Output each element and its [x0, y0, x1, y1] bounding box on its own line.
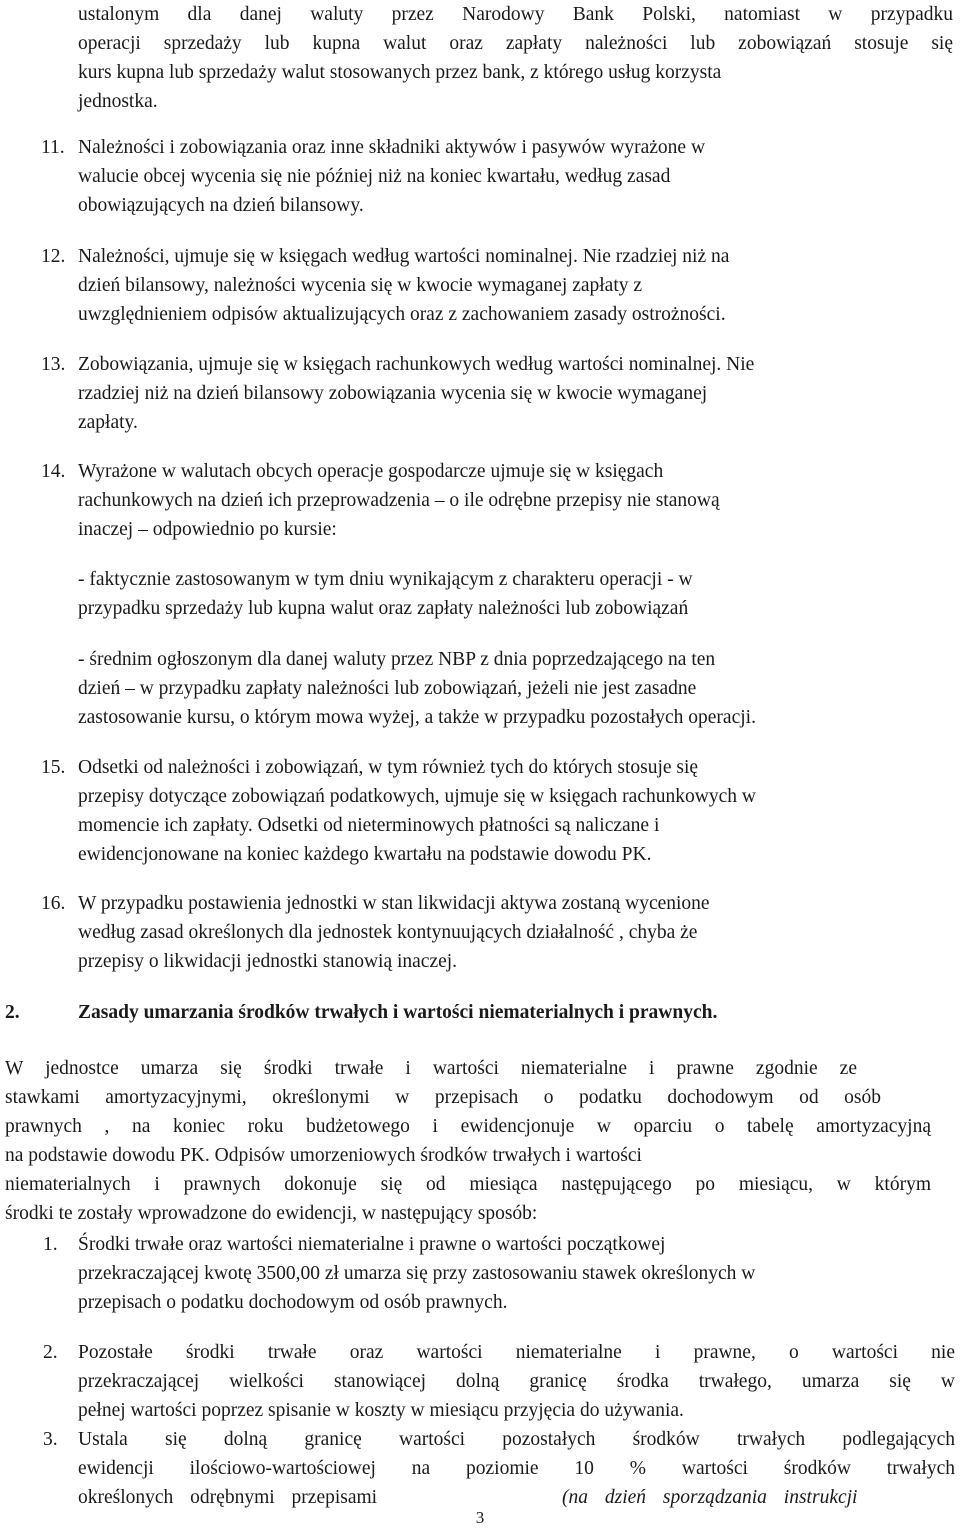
list-item-14	[0, 457, 960, 544]
list-item-16	[0, 889, 960, 976]
list-item-11	[0, 133, 960, 220]
text-line: zapłaty.	[78, 412, 138, 433]
depreciation-paragraph	[0, 1054, 960, 1228]
item-number: 16.	[41, 893, 66, 914]
text-line: momencie ich zapłaty. Odsetki od nieterminowych płatności są naliczane i	[78, 815, 660, 836]
text-line: prawnych , na koniec roku budżetowego i ewidencjonuje w oparciu o tabelę amortyzacyjną	[5, 1116, 931, 1137]
text-line: uwzględnieniem odpisów aktualizujących oraz z zachowaniem zasady ostrożności.	[78, 304, 726, 325]
intro-paragraph	[0, 0, 960, 116]
section-number: 2.	[5, 1002, 20, 1023]
text-line: Wyrażone w walutach obcych operacje gospodarcze ujmuje się w księgach	[78, 461, 664, 482]
text-line: przekraczającej kwotę 3500,00 zł umarza się przy zastosowaniu stawek określonych w	[78, 1263, 756, 1284]
text-line: ewidencjonowane na koniec każdego kwartału na podstawie dowodu PK.	[78, 844, 652, 865]
depreciation-rule-1	[0, 1230, 960, 1317]
list-item-13	[0, 350, 960, 437]
text-line: walucie obcej wycenia się nie później niż na koniec kwartału, według zasad	[78, 166, 671, 187]
text-line: środki te zostały wprowadzone do ewidencji, w następujący sposób:	[5, 1203, 538, 1224]
text-line: Pozostałe środki trwałe oraz wartości niematerialne i prawne, o wartości nie	[78, 1342, 955, 1363]
text-line: jednostka.	[78, 91, 158, 112]
text-line: na podstawie dowodu PK. Odpisów umorzeniowych środków trwałych i wartości	[5, 1145, 642, 1166]
text-line: obowiązujących na dzień bilansowy.	[78, 195, 364, 216]
text-line: ustalonym dla danej waluty przez Narodowy Bank Polski, natomiast w przypadku	[78, 4, 953, 25]
text-line: operacji sprzedaży lub kupna walut oraz zapłaty należności lub zobowiązań stosuje się	[78, 33, 953, 54]
item-number: 12.	[41, 246, 66, 267]
section-title: Zasady umarzania środków trwałych i wartości niematerialnych i prawnych.	[78, 1002, 718, 1023]
exchange-rate-option-2	[0, 645, 960, 732]
text-line: Zobowiązania, ujmuje się w księgach rachunkowych według wartości nominalnej. Nie	[78, 354, 755, 375]
item-number: 11.	[41, 137, 65, 158]
text-line: - faktycznie zastosowanym w tym dniu wynikającym z charakteru operacji - w	[78, 569, 693, 590]
text-fragment: określonych odrębnymi przepisami	[78, 1487, 378, 1508]
text-line: ewidencji ilościowo-wartościowej na poziomie 10 % wartości środków trwałych	[78, 1458, 955, 1479]
exchange-rate-option-1	[0, 565, 960, 623]
text-line: - średnim ogłoszonym dla danej waluty przez NBP z dnia poprzedzającego na ten	[78, 649, 716, 670]
item-number: 14.	[41, 461, 66, 482]
text-line: przepisy dotyczące zobowiązań podatkowych, ujmuje się w księgach rachunkowych w	[78, 786, 756, 807]
text-line: przepisach o podatku dochodowym od osób prawnych.	[78, 1292, 508, 1313]
depreciation-rule-3	[0, 1425, 960, 1512]
text-line: stawkami amortyzacyjnymi, określonymi w przepisach o podatku dochodowym od osób	[5, 1087, 881, 1108]
text-line: rachunkowych na dzień ich przeprowadzenia – o ile odrębne przepisy nie stanową	[78, 490, 720, 511]
text-line: przypadku sprzedaży lub kupna walut oraz zapłaty należności lub zobowiązań	[78, 598, 689, 619]
text-line: przekraczającej wielkości stanowiącej dolną granicę środka trwałego, umarza się w	[78, 1371, 955, 1392]
text-line: według zasad określonych dla jednostek kontynuujących działalność , chyba że	[78, 922, 698, 943]
text-line: Należności, ujmuje się w księgach według wartości nominalnej. Nie rzadziej niż na	[78, 246, 730, 267]
text-line: dzień bilansowy, należności wycenia się w kwocie wymaganej zapłaty z	[78, 275, 643, 296]
text-line: W przypadku postawienia jednostki w stan likwidacji aktywa zostaną wycenione	[78, 893, 710, 914]
text-line: zastosowanie kursu, o którym mowa wyżej, a także w przypadku pozostałych operacji.	[78, 707, 756, 728]
text-line: W jednostce umarza się środki trwałe i wartości niematerialne i prawne zgodnie ze	[5, 1058, 857, 1079]
item-number: 13.	[41, 354, 66, 375]
text-line: rzadziej niż na dzień bilansowy zobowiązania wycenia się w kwocie wymaganej	[78, 383, 708, 404]
depreciation-rule-2	[0, 1338, 960, 1425]
list-item-15	[0, 753, 960, 869]
page-number: 3	[475, 1508, 485, 1527]
item-number: 1.	[43, 1234, 58, 1255]
text-line: kurs kupna lub sprzedaży walut stosowanych przez bank, z którego usług korzysta	[78, 62, 722, 83]
item-number: 2.	[43, 1342, 58, 1363]
item-number: 3.	[43, 1429, 58, 1450]
text-line: inaczej – odpowiednio po kursie:	[78, 519, 337, 540]
section-heading	[0, 998, 960, 1027]
text-line: Ustala się dolną granicę wartości pozostałych środków trwałych podlegających	[78, 1429, 955, 1450]
italic-fragment: (na dzień sporządzania instrukcji	[562, 1487, 858, 1508]
list-item-12	[0, 242, 960, 329]
text-line: Odsetki od należności i zobowiązań, w tym również tych do których stosuje się	[78, 757, 699, 778]
text-line: niematerialnych i prawnych dokonuje się od miesiąca następującego po miesiącu, w którym	[5, 1174, 931, 1195]
item-number: 15.	[41, 757, 66, 778]
text-line: dzień – w przypadku zapłaty należności lub zobowiązań, jeżeli nie jest zasadne	[78, 678, 697, 699]
text-line: Należności i zobowiązania oraz inne składniki aktywów i pasywów wyrażone w	[78, 137, 706, 158]
text-line: pełnej wartości poprzez spisanie w koszty w miesiącu przyjęcia do używania.	[78, 1400, 684, 1421]
text-line: przepisy o likwidacji jednostki stanowią inaczej.	[78, 951, 458, 972]
text-line: Środki trwałe oraz wartości niematerialne i prawne o wartości początkowej	[78, 1234, 666, 1255]
